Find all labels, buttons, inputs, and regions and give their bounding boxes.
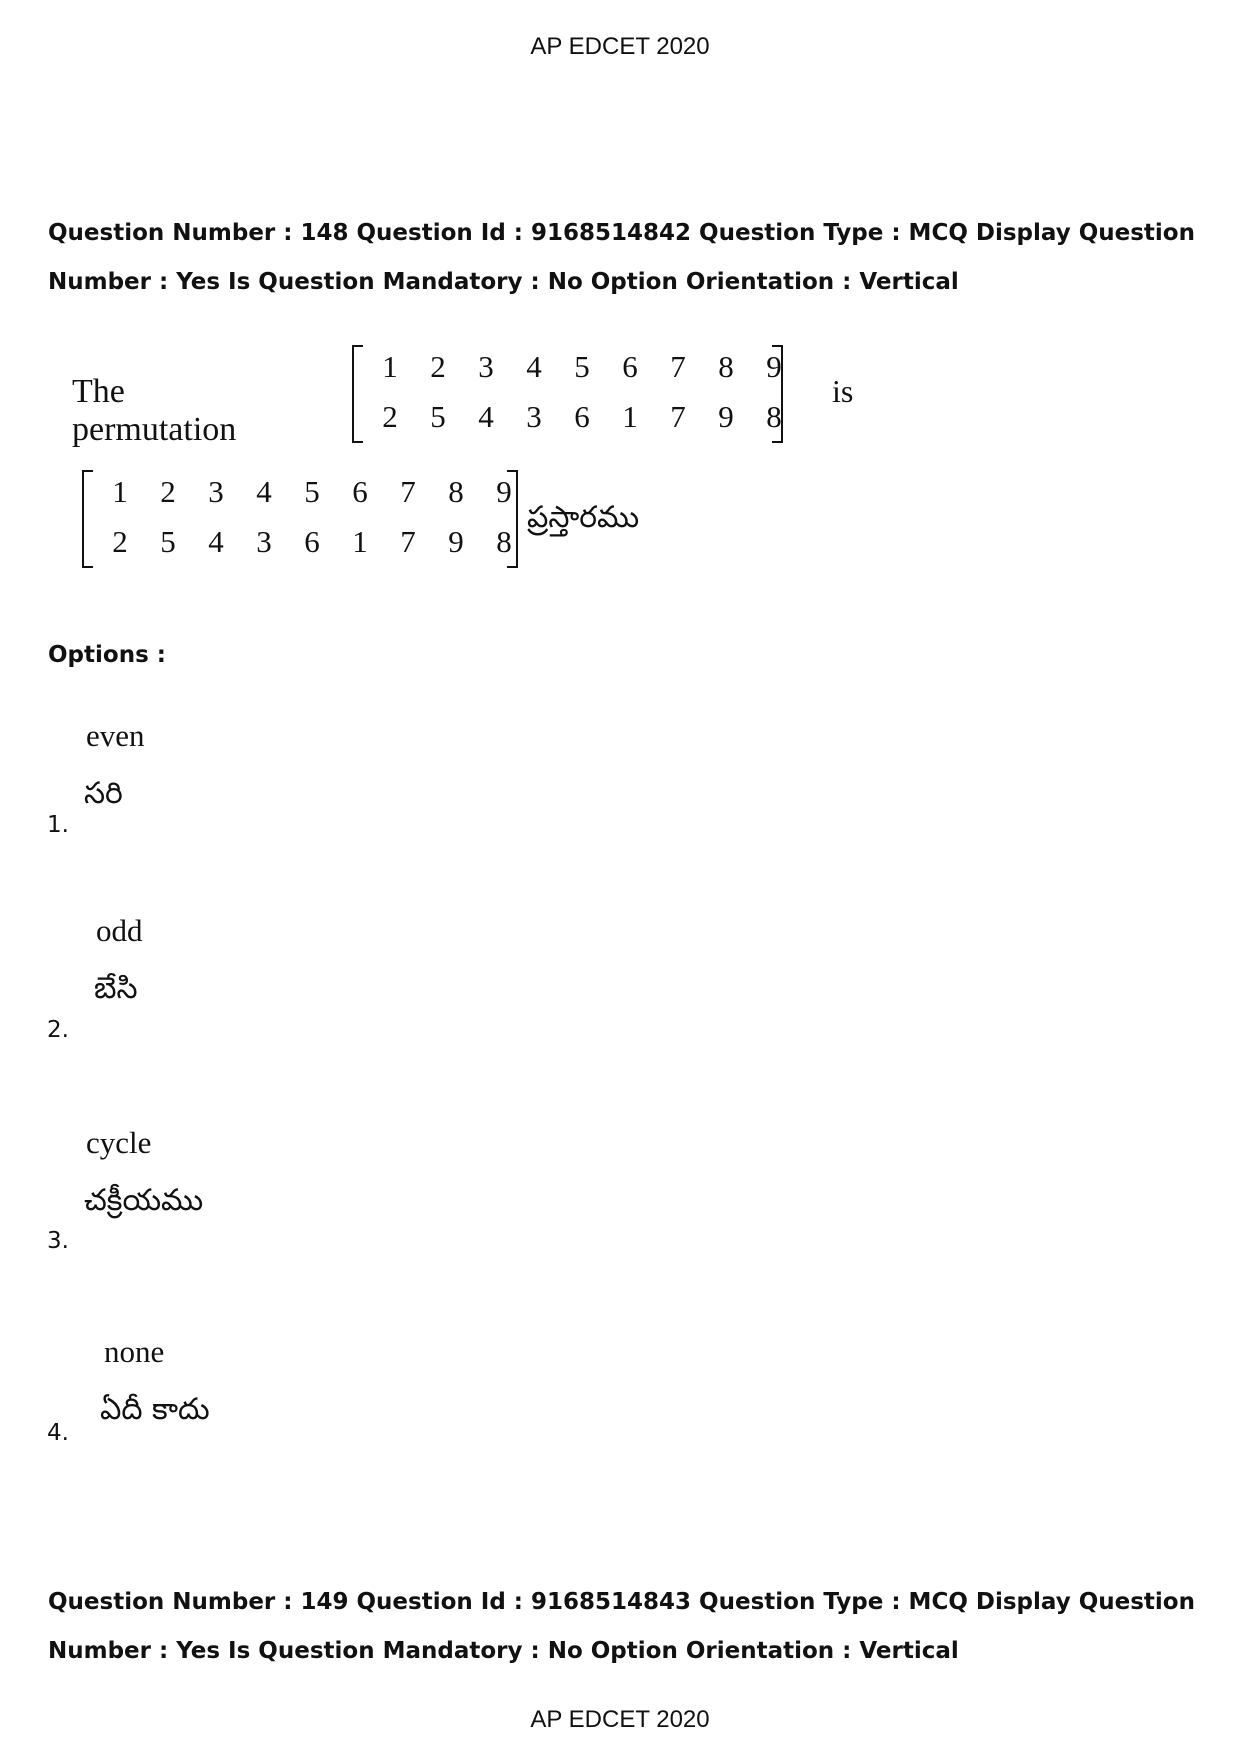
option-text-telugu: బేసి xyxy=(94,971,138,1006)
options-label: Options : xyxy=(48,642,166,668)
matrix-cell: 5 xyxy=(160,524,176,559)
option-text-telugu: సరి xyxy=(84,776,123,811)
matrix-bottom-row xyxy=(366,399,798,435)
matrix-cell: 2 xyxy=(160,474,176,509)
matrix-bottom-row xyxy=(96,524,528,560)
question-meta-line-1: Question Number : 149 Question Id : 9168514843 Question Type : MCQ Display Question xyxy=(48,1589,1195,1615)
matrix-cell: 3 xyxy=(478,349,494,384)
matrix-cell: 7 xyxy=(400,524,416,559)
option-text-english: odd xyxy=(96,913,143,948)
option-text-telugu: చక్రీయము xyxy=(84,1183,204,1218)
matrix-cell: 3 xyxy=(526,399,542,434)
matrix-cell: 7 xyxy=(670,349,686,384)
matrix-cell: 4 xyxy=(256,474,272,509)
matrix-left-bracket xyxy=(352,345,363,443)
matrix-cell: 9 xyxy=(448,524,464,559)
matrix-cell: 9 xyxy=(496,474,512,509)
matrix-cell: 9 xyxy=(718,399,734,434)
matrix-cell: 9 xyxy=(766,349,782,384)
question-149-meta xyxy=(48,1578,1208,1676)
matrix-top-row xyxy=(366,349,798,385)
matrix-cell: 5 xyxy=(304,474,320,509)
matrix-cell: 5 xyxy=(430,399,446,434)
matrix-cell: 6 xyxy=(352,474,368,509)
matrix-cell: 1 xyxy=(622,399,638,434)
matrix-cell: 3 xyxy=(256,524,272,559)
matrix-cell: 1 xyxy=(112,474,128,509)
option-number: 1. xyxy=(47,812,69,838)
matrix-cell: 4 xyxy=(478,399,494,434)
option-text-english: even xyxy=(86,718,145,753)
page-footer: AP EDCET 2020 xyxy=(530,1706,710,1733)
matrix-right-bracket xyxy=(507,470,518,568)
option-text-english: none xyxy=(104,1334,165,1369)
matrix-cell: 1 xyxy=(352,524,368,559)
question-prompt-is: is xyxy=(832,373,854,409)
matrix-cell: 6 xyxy=(622,349,638,384)
question-meta-line-2: Number : Yes Is Question Mandatory : No Option Orientation : Vertical xyxy=(48,269,959,295)
matrix-cell: 2 xyxy=(112,524,128,559)
matrix-cell: 5 xyxy=(574,349,590,384)
matrix-cell: 8 xyxy=(718,349,734,384)
matrix-cell: 4 xyxy=(526,349,542,384)
matrix-cell: 8 xyxy=(496,524,512,559)
question-prompt-english: The permutation xyxy=(72,373,237,448)
matrix-cell: 8 xyxy=(448,474,464,509)
matrix-right-bracket xyxy=(772,345,783,443)
matrix-top-row xyxy=(96,474,528,510)
question-148-meta xyxy=(48,209,1208,307)
matrix-cell: 1 xyxy=(382,349,398,384)
matrix-cell: 2 xyxy=(382,399,398,434)
matrix-cell: 8 xyxy=(766,399,782,434)
matrix-cell: 2 xyxy=(430,349,446,384)
matrix-cell: 6 xyxy=(574,399,590,434)
option-text-english: cycle xyxy=(86,1125,152,1160)
matrix-left-bracket xyxy=(82,470,93,568)
option-number: 2. xyxy=(47,1017,69,1043)
option-number: 3. xyxy=(47,1228,69,1254)
matrix-cell: 7 xyxy=(400,474,416,509)
matrix-cell: 4 xyxy=(208,524,224,559)
matrix-cell: 6 xyxy=(304,524,320,559)
question-meta-line-1: Question Number : 148 Question Id : 9168514842 Question Type : MCQ Display Question xyxy=(48,220,1195,246)
option-number: 4. xyxy=(47,1420,69,1446)
question-meta-line-2: Number : Yes Is Question Mandatory : No Option Orientation : Vertical xyxy=(48,1638,959,1664)
matrix-cell: 7 xyxy=(670,399,686,434)
page-header: AP EDCET 2020 xyxy=(530,33,710,60)
matrix-cell: 3 xyxy=(208,474,224,509)
option-text-telugu: ఏదీ కాదు xyxy=(100,1392,210,1427)
question-prompt-telugu: ప్రస్తారము xyxy=(527,500,640,535)
